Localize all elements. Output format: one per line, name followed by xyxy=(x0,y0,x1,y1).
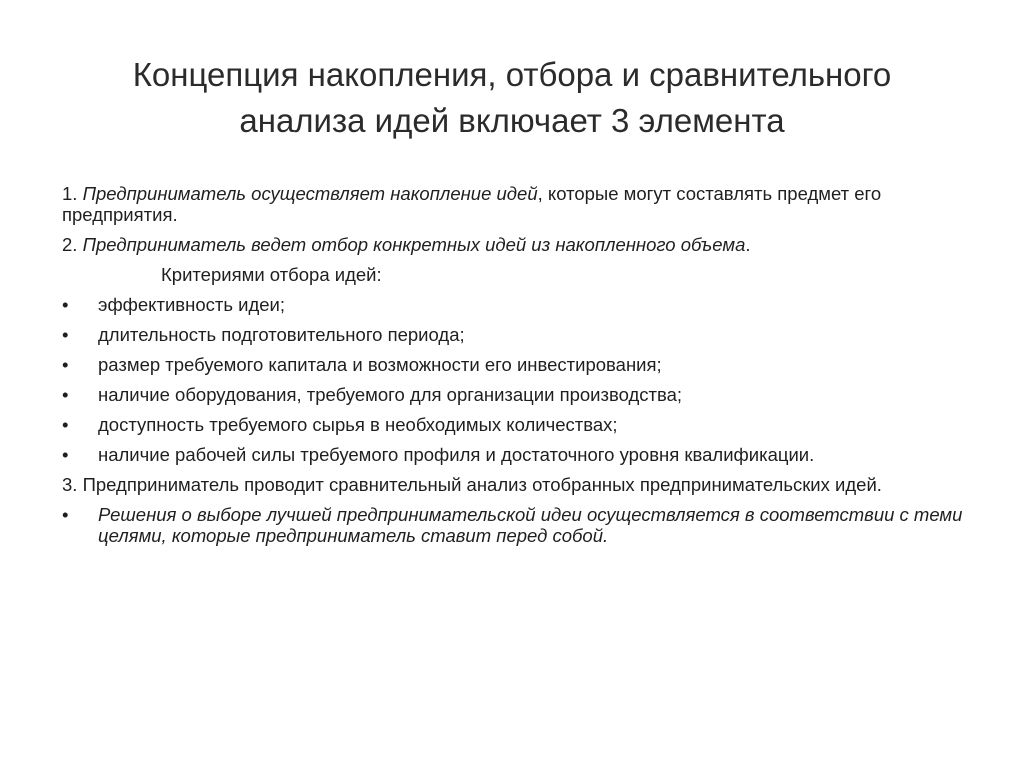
criteria-bullet xyxy=(62,384,974,405)
bullet-dot: • xyxy=(62,324,69,345)
criteria-item: наличие рабочей силы требуемого профиля и достаточного уровня квалификации. xyxy=(98,444,815,465)
criteria-item: эффективность идеи; xyxy=(98,294,286,315)
item-1-italic: Предприниматель осуществляет накопление идей xyxy=(82,183,538,204)
criteria-item: доступность требуемого сырья в необходимых количествах; xyxy=(98,414,618,435)
item-2-number: 2. xyxy=(62,234,83,255)
bullet-dot: • xyxy=(62,444,69,465)
item-1-number: 1. xyxy=(62,183,83,204)
item-2-rest: . xyxy=(745,234,751,255)
title-line-2: анализа идей включает 3 элемента xyxy=(239,102,785,139)
criteria-bullet xyxy=(62,354,974,375)
bullet-dot: • xyxy=(62,354,69,375)
slide-content xyxy=(62,183,974,555)
criteria-bullet xyxy=(62,444,974,465)
criteria-item: длительность подготовительного периода; xyxy=(98,324,465,345)
bullet-dot: • xyxy=(62,414,69,435)
bullet-dot: • xyxy=(62,294,69,315)
item-3: 3. Предприниматель проводит сравнительный анализ отобранных предпринимательских идей. xyxy=(62,474,882,495)
bullet-dot: • xyxy=(62,504,69,525)
item-2-italic: Предприниматель ведет отбор конкретных идей из накопленного объема xyxy=(82,234,746,255)
criteria-heading: Критериями отбора идей: xyxy=(161,264,382,285)
criteria-bullet xyxy=(62,414,974,435)
final-bullet xyxy=(62,504,974,546)
criteria-bullet xyxy=(62,294,974,315)
bullet-dot: • xyxy=(62,384,69,405)
title-line-1: Концепция накопления, отбора и сравнительного xyxy=(132,56,892,93)
criteria-bullet xyxy=(62,324,974,345)
item-1 xyxy=(62,183,974,225)
criteria-item: размер требуемого капитала и возможности его инвестирования; xyxy=(98,354,662,375)
slide-title xyxy=(60,52,964,144)
final-bullet-text: Решения о выборе лучшей предпринимательской идеи осуществляется в соответствии с теми целями, которые предприниматель ставит перед собой. xyxy=(98,504,963,546)
item-2 xyxy=(62,234,974,255)
criteria-item: наличие оборудования, требуемого для организации производства; xyxy=(98,384,683,405)
item-1-rest: , которые могут составлять предмет его предприятия. xyxy=(62,183,882,225)
